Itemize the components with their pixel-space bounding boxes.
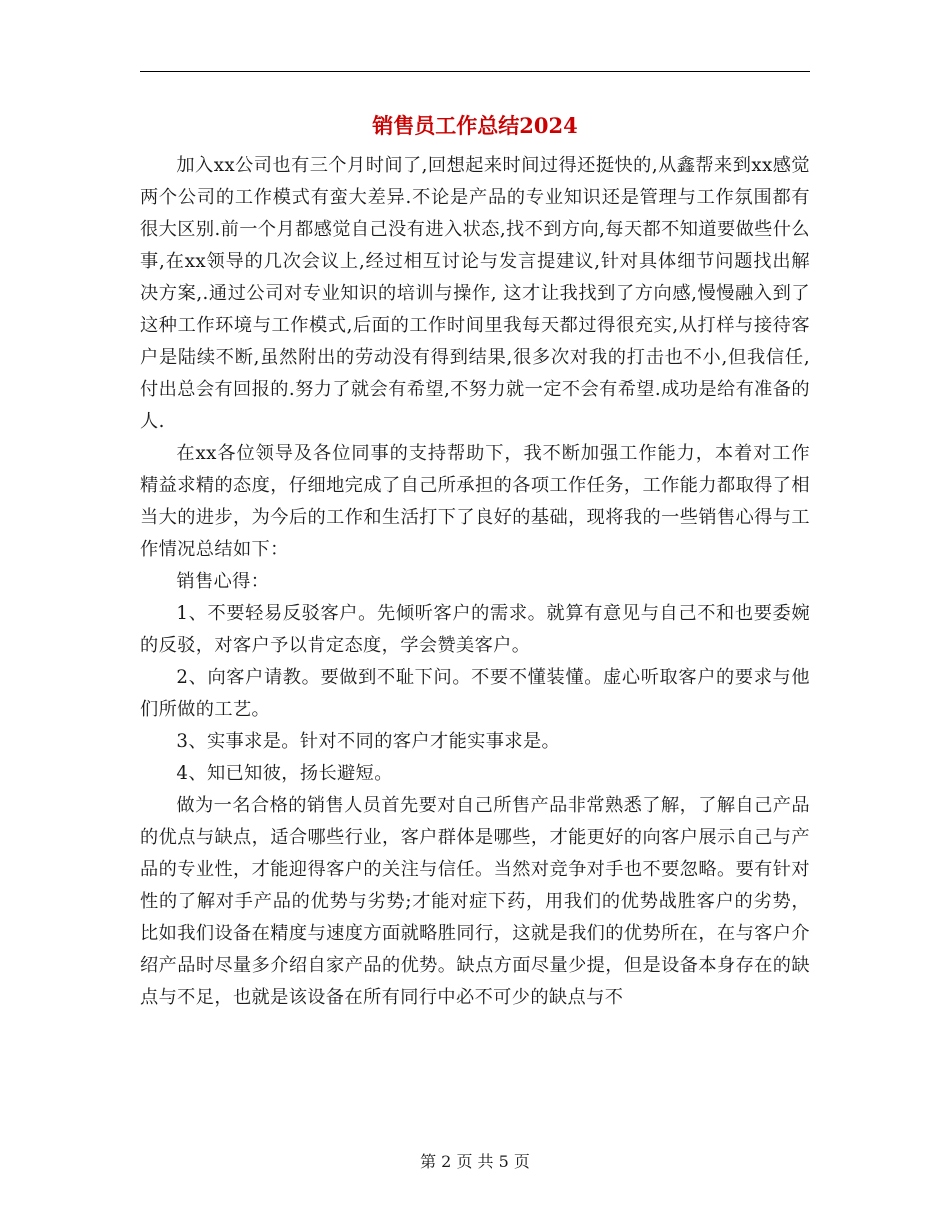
paragraph-summary: 在xx各位领导及各位同事的支持帮助下，我不断加强工作能力，本着对工作精益求精的态度，仔细地完成了自己所承担的各项工作任务，工作能力都取得了相当大的进步，为今后的工作和生活打下了良好的基础，现将我的一些销售心得与工作情况总结如下： — [140, 443, 810, 560]
list-item-2: 2、向客户请教。要做到不耻下问。不要不懂装懂。虚心听取客户的要求与他们所做的工艺。 — [140, 667, 810, 720]
section-heading-sales-insights: 销售心得： — [176, 571, 270, 592]
document-body — [140, 150, 810, 1014]
page-number: 第 2 页 共 5 页 — [420, 1152, 530, 1171]
document-title: 销售员工作总结2024 — [372, 113, 578, 138]
list-item-3: 3、实事求是。针对不同的客户才能实事求是。 — [176, 731, 561, 752]
paragraph-product-knowledge: 做为一名合格的销售人员首先要对自己所售产品非常熟悉了解，了解自己产品的优点与缺点，适合哪些行业，客户群体是哪些，才能更好的向客户展示自己与产品的专业性，才能迎得客户的关注与信任。当然对竞争对手也不要忽略。要有针对性的了解对手产品的优势与劣势;才能对症下药，用我们的优势战胜客户的劣势，比如我们设备在精度与速度方面就略胜同行，这就是我们的优势所在，在与客户介绍产品时尽量多介绍自家产品的优势。缺点方面尽量少提，但是设备本身存在的缺点与不足，也就是该设备在所有同行中必不可少的缺点与不 — [140, 795, 810, 1008]
list-item-4: 4、知已知彼，扬长避短。 — [176, 763, 393, 784]
list-item-1: 1、不要轻易反驳客户。先倾听客户的需求。就算有意见与自己不和也要委婉的反驳，对客户予以肯定态度，学会赞美客户。 — [140, 603, 810, 656]
paragraph-intro: 加入xx公司也有三个月时间了,回想起来时间过得还挺快的,从鑫帮来到xx感觉两个公司的工作模式有蛮大差异.不论是产品的专业知识还是管理与工作氛围都有很大区别.前一个月都感觉自己没有进入状态,找不到方向,每天都不知道要做些什么事,在xx领导的几次会议上,经过相互讨论与发言提建议,针对具体细节问题找出解决方案,.通过公司对专业知识的培训与操作, 这才让我找到了方向感,慢慢融入到了这种工作环境与工作模式,后面的工作时间里我每天都过得很充实,从打样与接待客户是陆续不断,虽然附出的劳动没有得到结果,很多次对我的打击也不小,但我信任,付出总会有回报的.努力了就会有希望,不努力就一定不会有希望.成功是给有准备的人. — [140, 155, 810, 432]
header-rule — [140, 71, 810, 72]
